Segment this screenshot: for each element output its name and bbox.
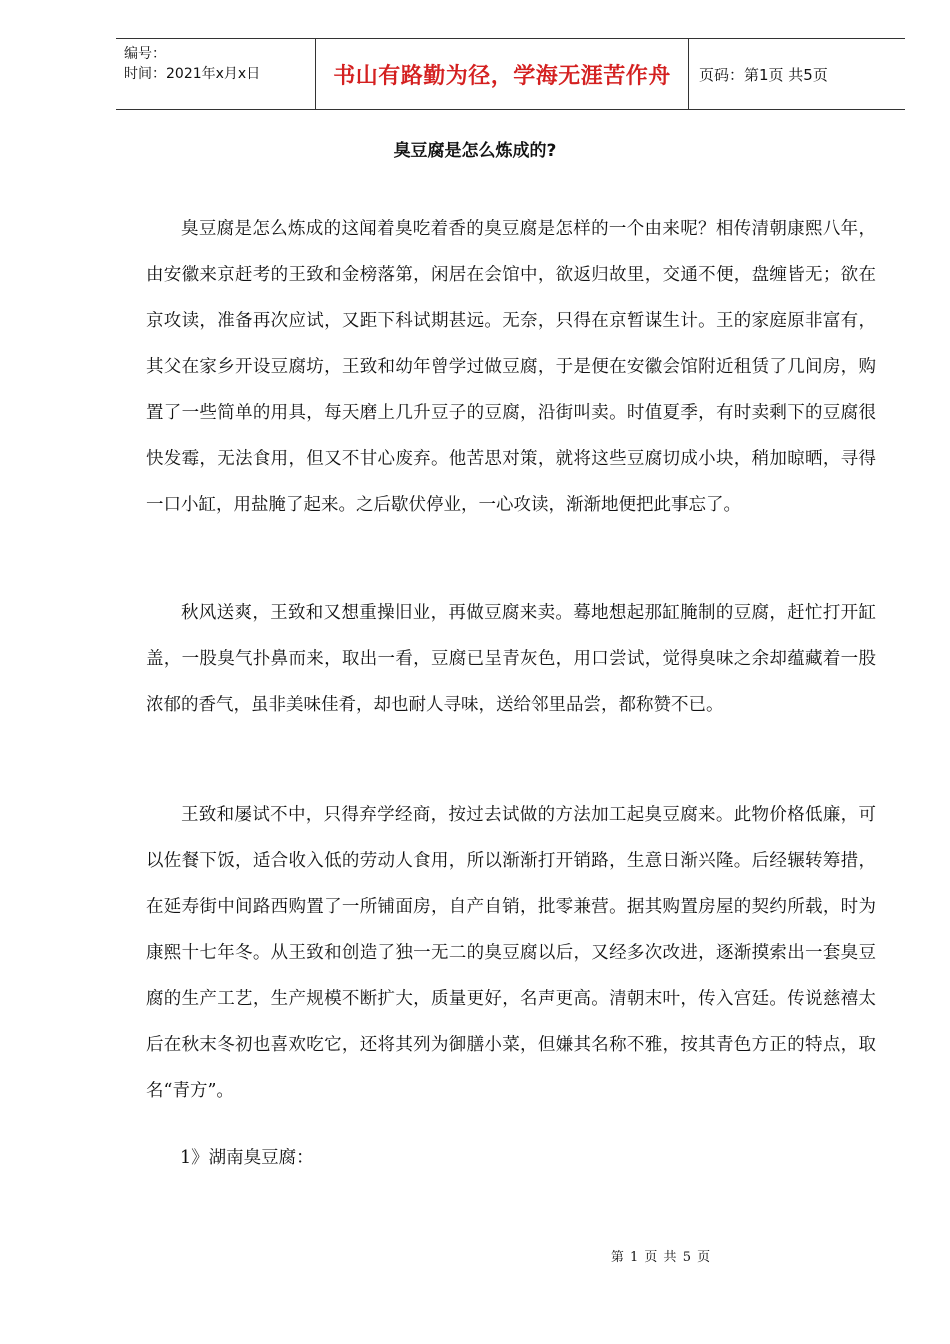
header-meta [116,39,316,109]
paragraph-2: 秋风送爽，王致和又想重操旧业，再做豆腐来卖。蓦地想起那缸腌制的豆腐，赶忙打开缸盖，一股臭气扑鼻而来，取出一看，豆腐已呈青灰色，用口尝试，觉得臭味之余却蕴藏着一股浓郁的香气，虽非美味佳肴，却也耐人寻味，送给邻里品尝，都称赞不已。 [146,603,876,715]
number-label: 编号： [124,46,166,62]
section-subheading: 1》湖南臭豆腐： [180,1148,314,1168]
header-page-cell [689,39,905,109]
page-label: 页码：第1页 共5页 [699,65,828,84]
footer-page-number: 第 1 页 共 5 页 [610,1250,712,1265]
motto-text: 书山有路勤为径，学海无涯苦作舟 [333,63,671,89]
page-footer [0,1246,950,1265]
header-motto-cell [316,39,689,109]
paragraph-1: 臭豆腐是怎么炼成的这闻着臭吃着香的臭豆腐是怎样的一个由来呢？相传清朝康熙八年，由安徽来京赶考的王致和金榜落第，闲居在会馆中，欲返归故里，交通不便，盘缠皆无；欲在京攻读，准备再次应试，又距下科试期甚远。无奈，只得在京暂谋生计。王的家庭原非富有，其父在家乡开设豆腐坊，王致和幼年曾学过做豆腐，于是便在安徽会馆附近租赁了几间房，购置了一些简单的用具，每天磨上几升豆子的豆腐，沿街叫卖。时值夏季，有时卖剩下的豆腐很快发霉，无法食用，但又不甘心废弃。他苦思对策，就将这些豆腐切成小块，稍加晾晒，寻得一口小缸，用盐腌了起来。之后歇伏停业，一心攻读，渐渐地便把此事忘了。 [146,219,876,515]
time-label: 时间：2021年x月x日 [124,66,261,82]
document-title: 臭豆腐是怎么炼成的? [393,141,557,161]
page-header [116,38,905,110]
paragraph-3: 王致和屡试不中，只得弃学经商，按过去试做的方法加工起臭豆腐来。此物价格低廉，可以佐餐下饭，适合收入低的劳动人食用，所以渐渐打开销路，生意日渐兴隆。后经辗转筹措，在延寿街中间路西购置了一所铺面房，自产自销，批零兼营。据其购置房屋的契约所载，时为康熙十七年冬。从王致和创造了独一无二的臭豆腐以后，又经多次改进，逐渐摸索出一套臭豆腐的生产工艺，生产规模不断扩大，质量更好，名声更高。清朝末叶，传入宫廷。传说慈禧太后在秋末冬初也喜欢吃它，还将其列为御膳小菜，但嫌其名称不雅，按其青色方正的特点，取名“青方”。 [146,805,876,1101]
